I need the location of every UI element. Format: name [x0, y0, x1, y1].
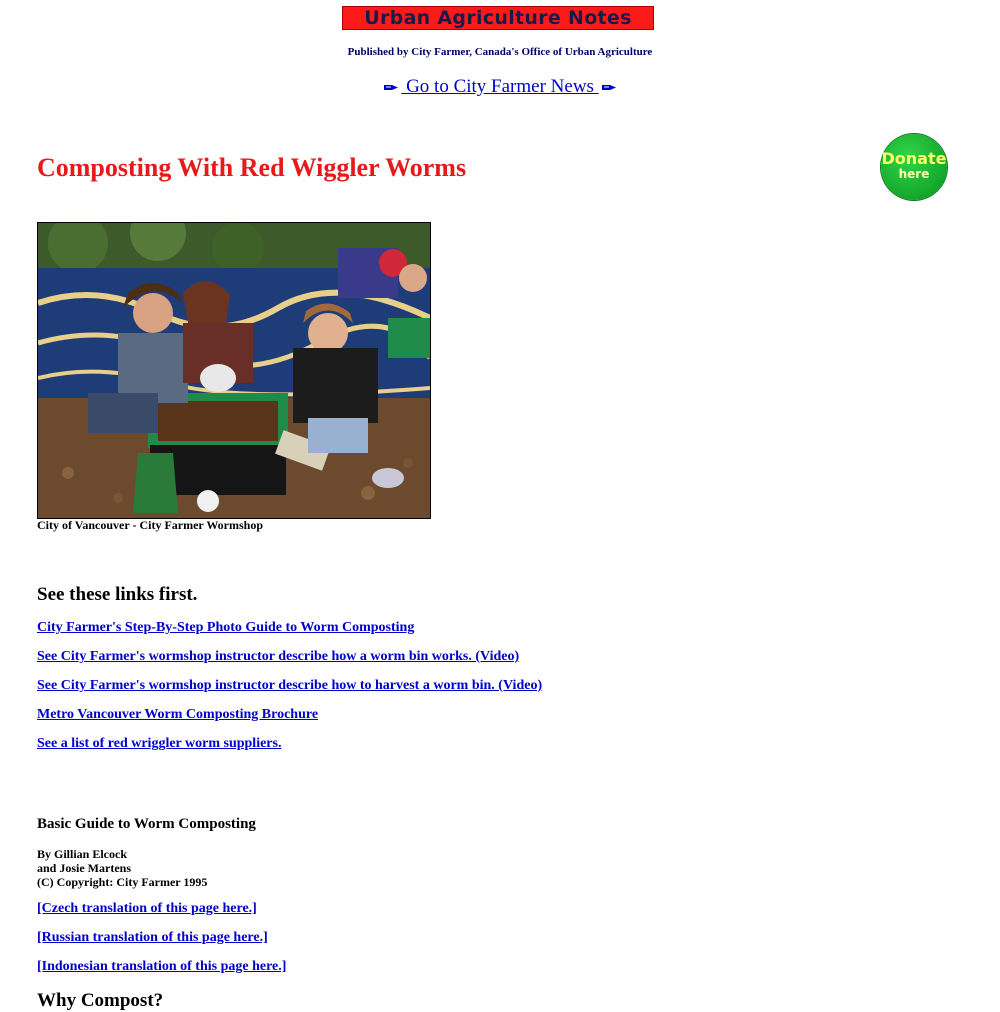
author-line: and Josie Martens [37, 861, 131, 875]
metro-vancouver-brochure-link[interactable]: Metro Vancouver Worm Composting Brochure [37, 707, 319, 722]
publisher-line: Published by City Farmer, Canada's Office of Urban Agriculture [347, 46, 653, 58]
worm-suppliers-link[interactable]: See a list of red wriggler worm suppliers. [37, 736, 282, 751]
indonesian-translation-link[interactable]: [Indonesian translation of this page here.] [37, 959, 287, 974]
photo-caption: City of Vancouver - City Farmer Wormshop [37, 518, 263, 532]
list-item [37, 620, 542, 649]
wormshop-photo-illustration [38, 223, 430, 518]
list-item [37, 736, 542, 765]
why-compost-heading: Why Compost? [37, 990, 164, 1011]
pointing-hand-icon [383, 83, 399, 92]
translations-list [37, 901, 286, 988]
harvest-video-link[interactable]: See City Farmer's wormshop instructor describe how to harvest a worm bin. (Video) [37, 678, 543, 693]
russian-translation-link[interactable]: [Russian translation of this page here.] [37, 930, 268, 945]
list-item [37, 678, 542, 707]
priority-links-list [37, 620, 542, 765]
copyright-line: (C) Copyright: City Farmer 1995 [37, 875, 208, 889]
urban-agriculture-notes-banner: Urban Agriculture Notes [342, 6, 654, 30]
list-item [37, 959, 286, 988]
see-links-heading: See these links first. [37, 584, 198, 605]
guide-heading: Basic Guide to Worm Composting [37, 816, 256, 832]
news-link-row [0, 76, 1000, 98]
pointing-hand-icon [601, 83, 617, 92]
wormshop-photo [37, 222, 431, 519]
list-item [37, 930, 286, 959]
list-item [37, 901, 286, 930]
author-credits [37, 847, 207, 889]
worm-bin-video-link[interactable]: See City Farmer's wormshop instructor describe how a worm bin works. (Video) [37, 649, 520, 664]
author-line: By Gillian Elcock [37, 847, 128, 861]
donate-label: Donate [881, 149, 947, 168]
list-item [37, 649, 542, 678]
city-farmer-news-link[interactable]: Go to City Farmer News [401, 76, 599, 97]
donate-sublabel: here [898, 167, 930, 181]
list-item [37, 707, 542, 736]
photo-guide-link[interactable]: City Farmer's Step-By-Step Photo Guide to Worm Composting [37, 620, 415, 635]
page-title: Composting With Red Wiggler Worms [37, 153, 467, 182]
donate-button[interactable] [881, 134, 947, 200]
czech-translation-link[interactable]: [Czech translation of this page here.] [37, 901, 257, 916]
